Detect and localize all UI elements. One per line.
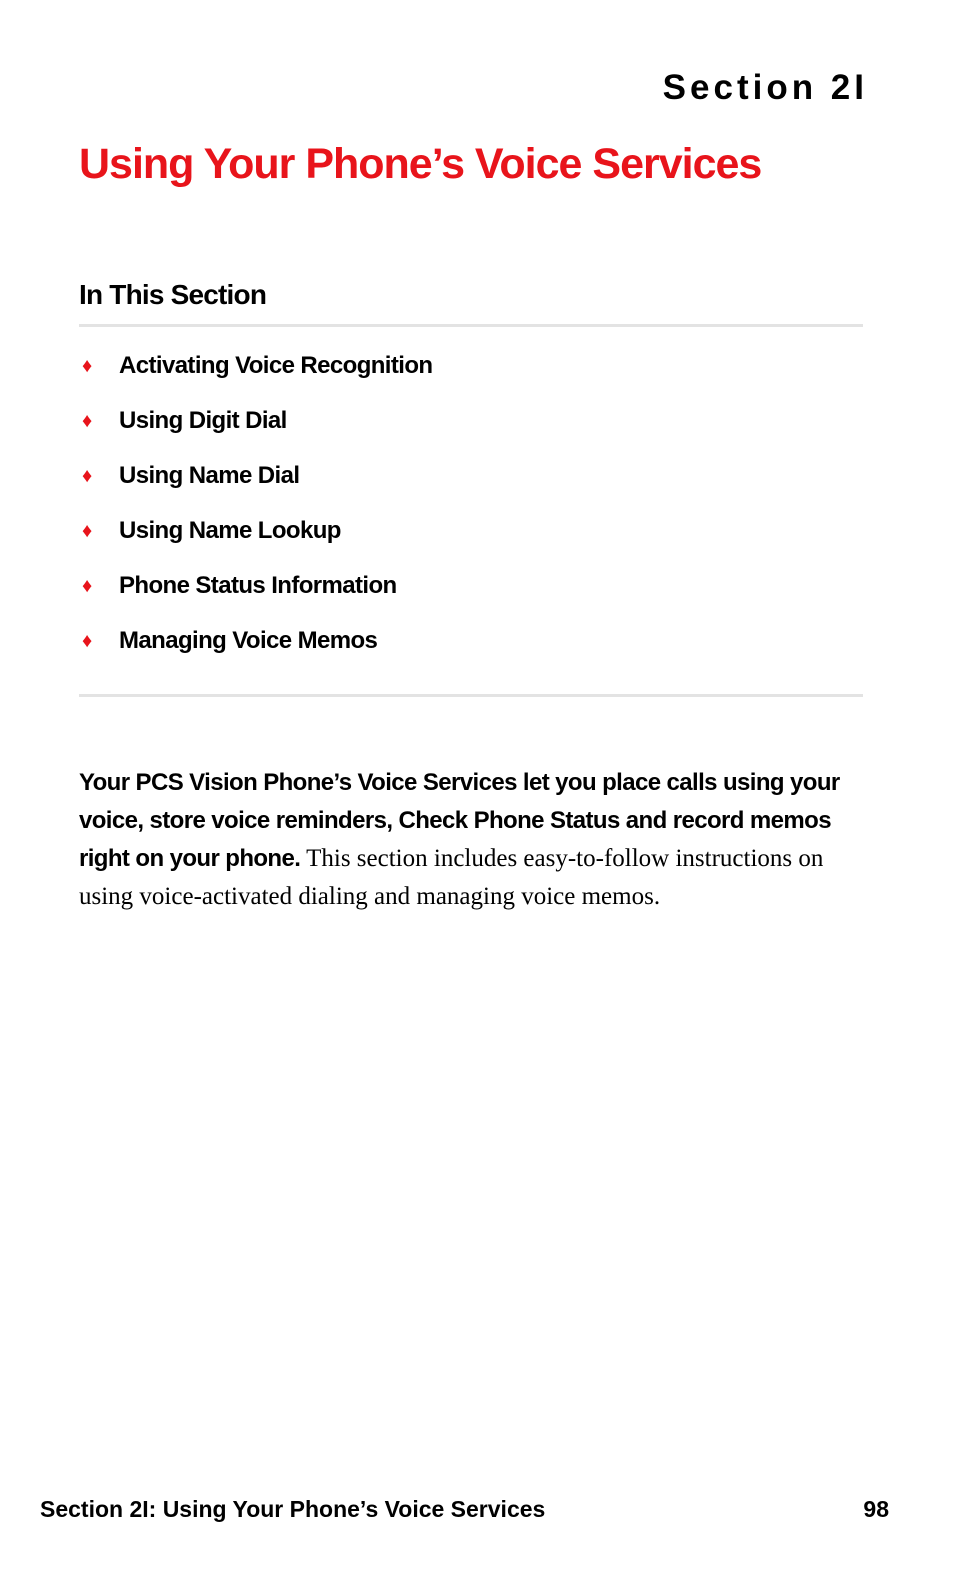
section-label: Section 2I	[662, 68, 868, 107]
toc-item	[79, 348, 432, 403]
toc-item	[79, 403, 432, 458]
footer-running-title: Section 2I: Using Your Phone’s Voice Services	[40, 1496, 546, 1522]
toc-item-label: Managing Voice Memos	[119, 627, 378, 654]
intro-paragraph	[79, 764, 869, 916]
toc-list	[79, 348, 432, 678]
diamond-bullet-icon: ♦	[82, 630, 92, 652]
toc-item-label: Using Name Dial	[119, 462, 300, 489]
toc-item	[79, 568, 432, 623]
toc-item-label: Using Digit Dial	[119, 407, 287, 434]
page-number: 98	[863, 1496, 889, 1522]
toc-heading: In This Section	[79, 279, 267, 310]
toc-item	[79, 513, 432, 568]
intro-body-text: This section includes easy-to-follow instructions on using voice-activated dialing and managing voice memos.	[79, 845, 824, 910]
toc-item	[79, 623, 432, 678]
intro-lead-text: Your PCS Vision Phone’s Voice Services let you place calls using your voice, store voice reminders, Check Phone Status and record memos right on your phone.	[79, 769, 840, 872]
diamond-bullet-icon: ♦	[82, 410, 92, 432]
diamond-bullet-icon: ♦	[82, 465, 92, 487]
diamond-bullet-icon: ♦	[82, 575, 92, 597]
diamond-bullet-icon: ♦	[82, 520, 92, 542]
toc-item-label: Using Name Lookup	[119, 517, 341, 544]
toc-item-label: Phone Status Information	[119, 572, 397, 599]
toc-top-divider	[79, 324, 863, 327]
page-footer	[40, 1496, 889, 1523]
toc-item	[79, 458, 432, 513]
page-title: Using Your Phone’s Voice Services	[79, 140, 762, 188]
toc-item-label: Activating Voice Recognition	[119, 352, 433, 379]
diamond-bullet-icon: ♦	[82, 355, 92, 377]
toc-bottom-divider	[79, 694, 863, 697]
